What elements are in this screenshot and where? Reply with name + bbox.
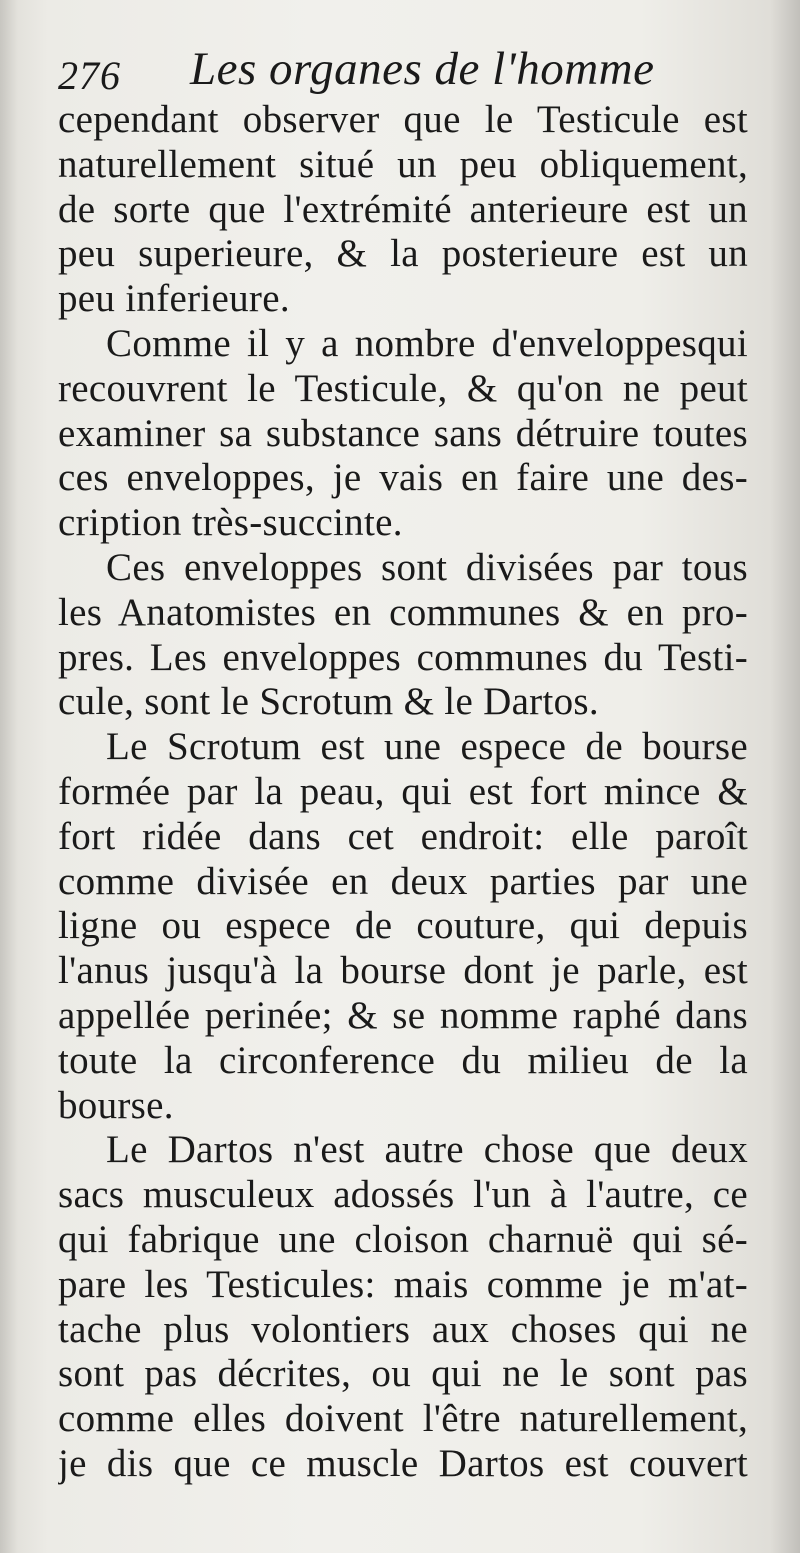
text-line: fort ridée dans cet endroit: elle paroît	[58, 814, 748, 858]
text-line: Le Dartos n'est autre chose que deux	[106, 1128, 748, 1172]
text-line: recouvrent le Testicule, & qu'on ne peut	[58, 366, 748, 410]
text-line: toute la circonference du milieu de la	[58, 1038, 748, 1082]
text-line: Comme il y a nombre d'enveloppesqui	[106, 321, 748, 365]
text-line: je dis que ce muscle Dartos est couvert	[58, 1441, 748, 1485]
text-line: comme elles doivent l'être naturellement,	[58, 1397, 748, 1441]
text-line: cependant observer que le Testicule est	[58, 98, 748, 141]
text-line: examiner sa substance sans détruire toutes	[58, 411, 748, 455]
text-line: les Anatomistes en communes & en pro-	[58, 590, 748, 634]
text-line: peu superieure, & la posterieure est un	[58, 232, 748, 276]
text-line: pres. Les enveloppes communes du Testi-	[58, 635, 748, 679]
page-edge-shadow-right	[770, 0, 800, 1553]
text-line: qui fabrique une cloison charnuë qui sé-	[58, 1217, 748, 1261]
text-line: pare les Testicules: mais comme je m'at-	[58, 1262, 748, 1306]
text-line: l'anus jusqu'à la bourse dont je parle, est	[58, 949, 748, 993]
page-number: 276	[58, 53, 121, 98]
text-line: appellée perinée; & se nomme raphé dans	[58, 993, 748, 1037]
page-edge-shadow-left	[0, 0, 18, 1553]
page-header	[58, 40, 758, 100]
text-line: cription très-succinte.	[58, 501, 403, 545]
text-line: formée par la peau, qui est fort mince &	[58, 769, 748, 813]
text-line: de sorte que l'extrémité anterieure est un	[58, 187, 748, 231]
running-head: Les organes de l'homme	[190, 43, 655, 95]
text-line: ces enveloppes, je vais en faire une des-	[58, 456, 748, 500]
text-line: Ces enveloppes sont divisées par tous	[106, 545, 748, 589]
text-line: sont pas décrites, ou qui ne le sont pas	[58, 1352, 748, 1396]
text-line: ligne ou espece de couture, qui depuis	[58, 904, 748, 948]
text-line: tache plus volontiers aux choses qui ne	[58, 1307, 748, 1351]
text-line: bourse.	[58, 1083, 174, 1127]
text-line: cule, sont le Scrotum & le Dartos.	[58, 680, 599, 724]
text-line: peu inferieure.	[58, 277, 290, 321]
text-line: sacs musculeux adossés l'un à l'autre, ce	[58, 1173, 748, 1217]
text-line: naturellement situé un peu obliquement,	[58, 142, 748, 186]
text-line: comme divisée en deux parties par une	[58, 859, 748, 903]
body-text	[58, 98, 748, 1487]
text-line: Le Scrotum est une espece de bourse	[106, 725, 748, 769]
